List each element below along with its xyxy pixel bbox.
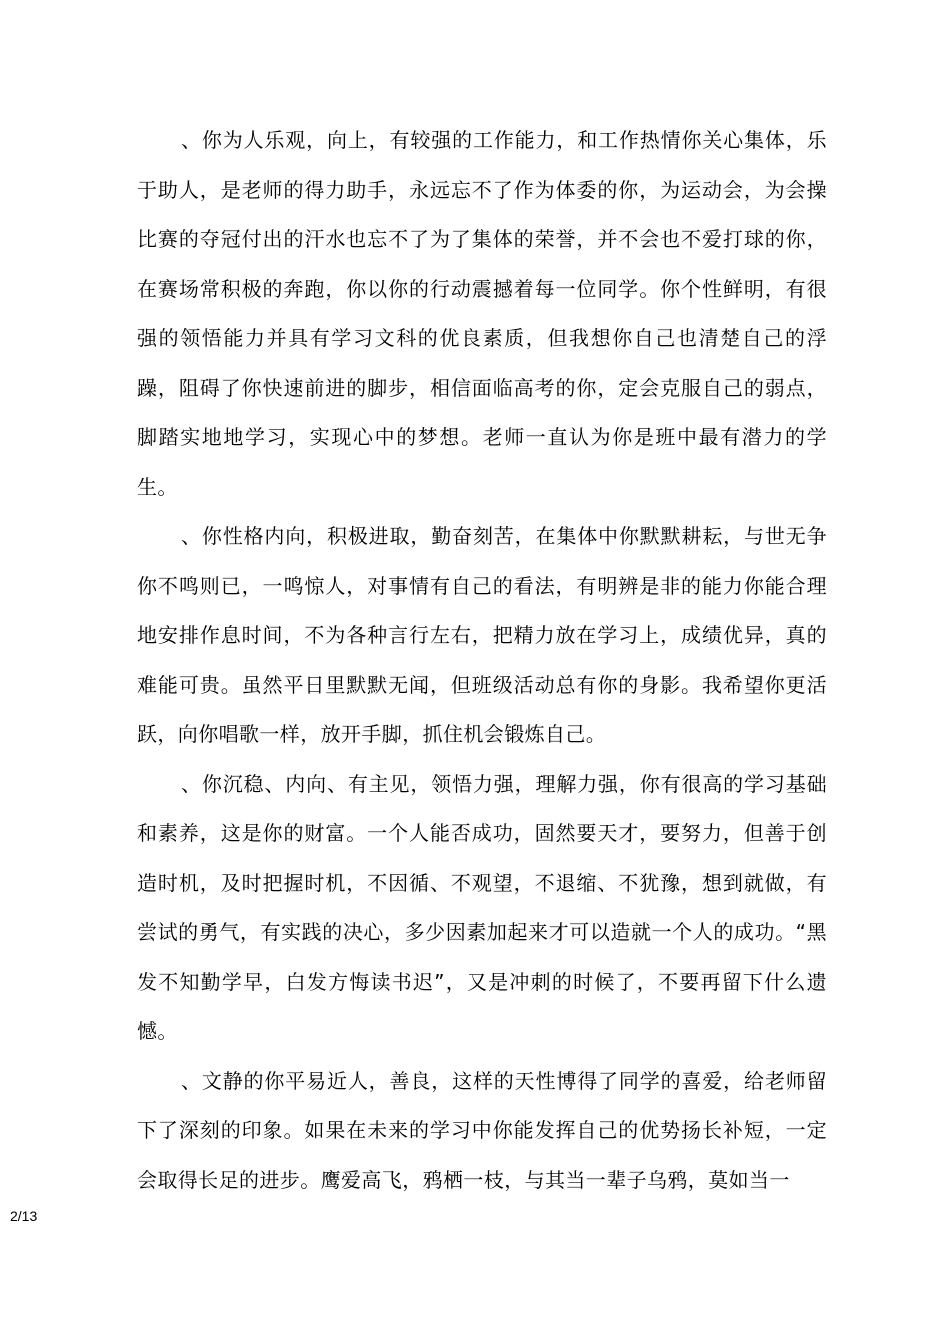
paragraph-3: 、你沉稳、内向、有主见，领悟力强，理解力强，你有很高的学习基础和素养，这是你的财富。一个人能否成功，固然要天才，要努力，但善于创造时机，及时把握时机，不因循、不观望，不退缩、不犹豫，想到就做，有尝试的勇气，有实践的决心，多少因素加起来才可以造就一个人的成功。“黑发不知勤学早，白发方悔读书迟”，又是冲刺的时候了，不要再留下什么遗憾。 bbox=[137, 771, 827, 1043]
document-body bbox=[137, 116, 827, 1205]
page-number: 2/13 bbox=[10, 1208, 38, 1224]
paragraph-1: 、你为人乐观，向上，有较强的工作能力，和工作热情你关心集体，乐于助人，是老师的得力助手，永远忘不了作为体委的你，为运动会，为会操比赛的夺冠付出的汗水也忘不了为了集体的荣誉，并不会也不爱打球的你，在赛场常积极的奔跑，你以你的行动震撼着每一位同学。你个性鲜明，有很强的领悟能力并具有学习文科的优良素质，但我想你自己也清楚自己的浮躁，阻碍了你快速前进的脚步，相信面临高考的你，定会克服自己的弱点，脚踏实地地学习，实现心中的梦想。老师一直认为你是班中最有潜力的学生。 bbox=[137, 128, 827, 499]
paragraph-2: 、你性格内向，积极进取，勤奋刻苦，在集体中你默默耕耘，与世无争你不鸣则已，一鸣惊人，对事情有自己的看法，有明辨是非的能力你能合理地安排作息时间，不为各种言行左右，把精力放在学习上，成绩优异，真的难能可贵。虽然平日里默默无闻，但班级活动总有你的身影。我希望你更活跃，向你唱歌一样，放开手脚，抓住机会锻炼自己。 bbox=[137, 524, 827, 746]
paragraph-4: 、文静的你平易近人，善良，这样的天性博得了同学的喜爱，给老师留下了深刻的印象。如果在未来的学习中你能发挥自己的优势扬长补短，一定会取得长足的进步。鹰爱高飞，鸦栖一枝，与其当一辈子乌鸦，莫如当一 bbox=[137, 1068, 827, 1192]
